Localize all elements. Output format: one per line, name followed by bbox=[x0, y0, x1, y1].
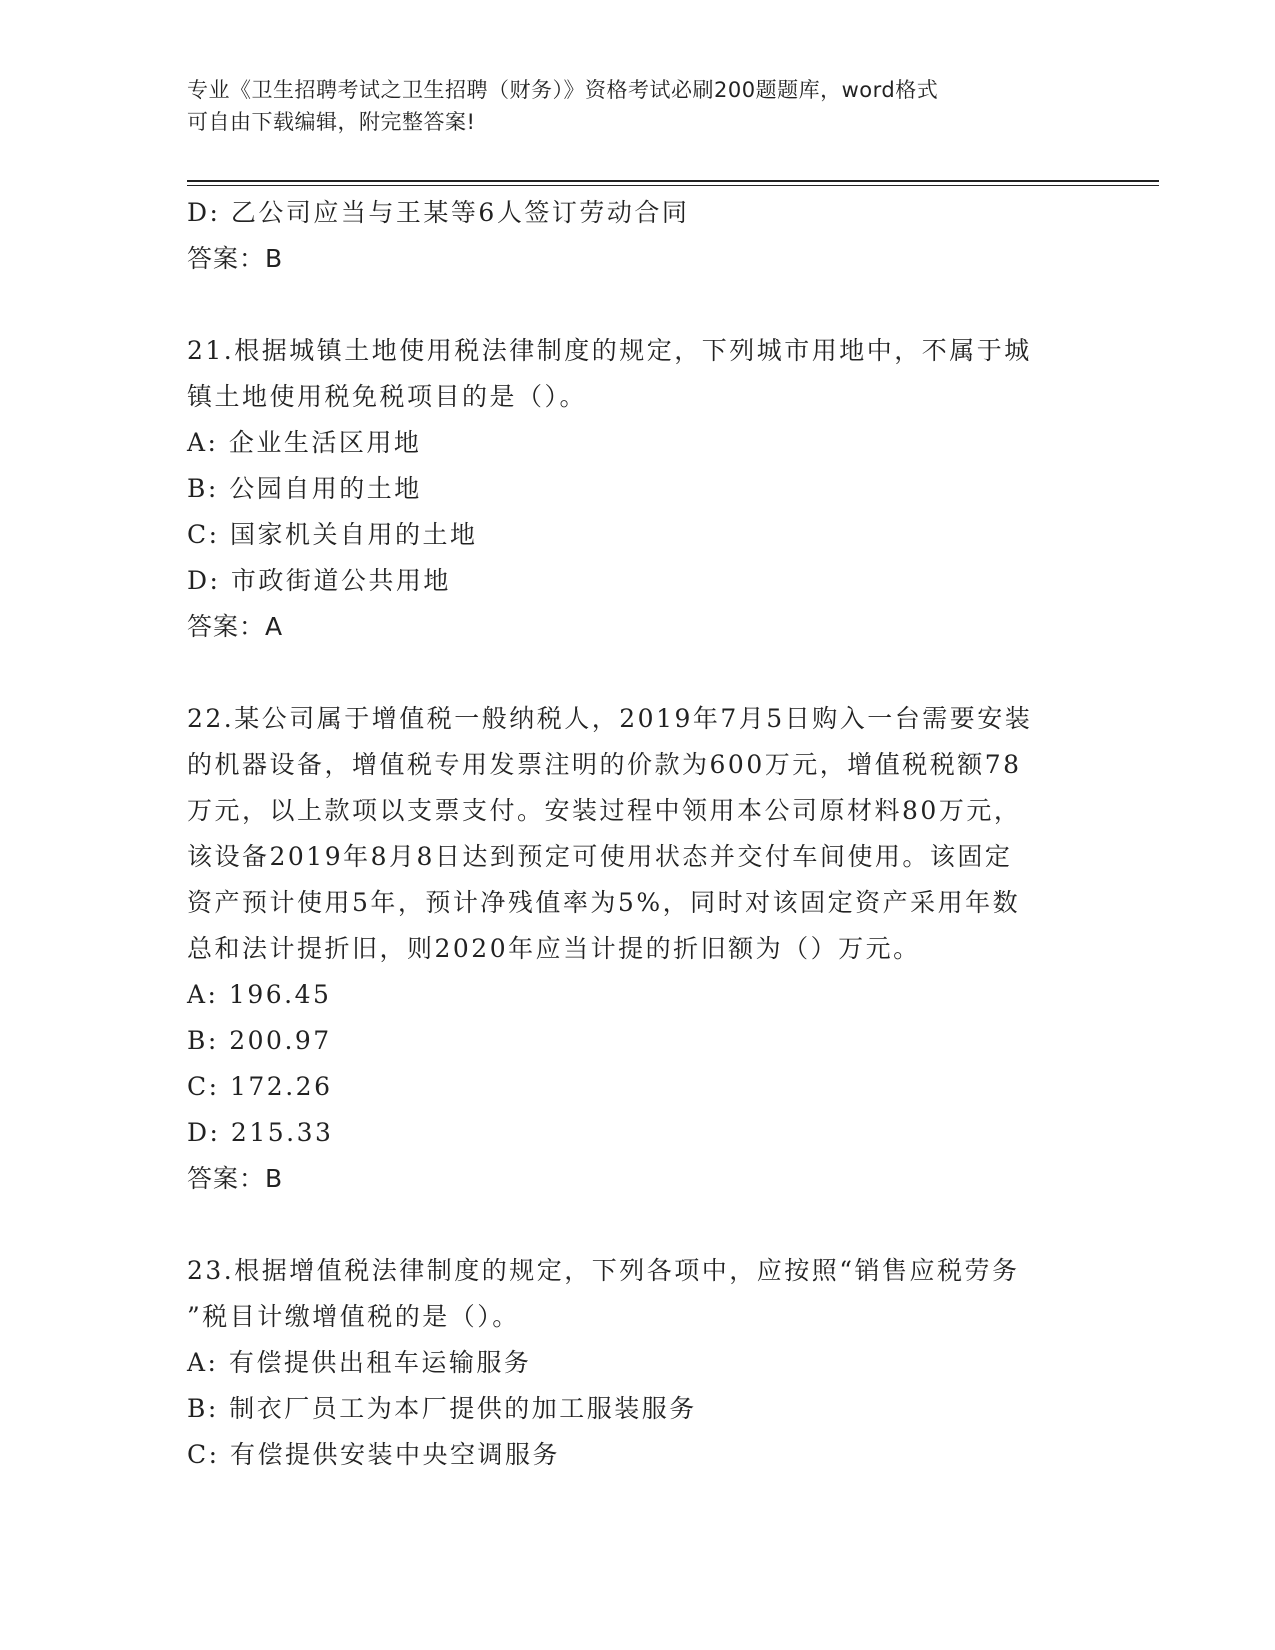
q21-stem-line-1: 21.根据城镇土地使用税法律制度的规定，下列城市用地中，不属于城 bbox=[187, 336, 1032, 365]
q22-option-d: D: 215.33 bbox=[187, 1118, 334, 1147]
prev-answer: 答案：B bbox=[187, 244, 284, 273]
prev-option-d: D: 乙公司应当与王某等6人签订劳动合同 bbox=[187, 198, 690, 227]
q22-stem-line-4: 该设备2019年8月8日达到预定可使用状态并交付车间使用。该固定 bbox=[187, 842, 1013, 871]
q22-option-a: A: 196.45 bbox=[187, 980, 332, 1009]
q22-option-b: B: 200.97 bbox=[187, 1026, 332, 1055]
q23-option-c: C: 有偿提供安装中央空调服务 bbox=[187, 1440, 560, 1469]
q23-option-a: A: 有偿提供出租车运输服务 bbox=[187, 1348, 532, 1377]
question-23 bbox=[187, 1248, 1087, 1478]
q21-option-b: B: 公园自用的土地 bbox=[187, 474, 422, 503]
header-line-1: 专业《卫生招聘考试之卫生招聘（财务）》资格考试必刷200题题库，word格式 bbox=[187, 78, 939, 102]
q23-option-b: B: 制衣厂员工为本厂提供的加工服装服务 bbox=[187, 1394, 697, 1423]
document-body bbox=[187, 190, 1087, 1478]
header-line-2: 可自由下载编辑，附完整答案! bbox=[187, 110, 476, 134]
q23-stem-line-2: ”税目计缴增值税的是（）。 bbox=[187, 1302, 520, 1331]
q21-option-a: A: 企业生活区用地 bbox=[187, 428, 422, 457]
q22-stem-line-3: 万元，以上款项以支票支付。安装过程中领用本公司原材料80万元， bbox=[187, 796, 1022, 825]
q22-option-c: C: 172.26 bbox=[187, 1072, 333, 1101]
header-divider-thin bbox=[187, 185, 1159, 186]
q22-stem-line-1: 22.某公司属于增值税一般纳税人，2019年7月5日购入一台需要安装 bbox=[187, 704, 1033, 733]
header-divider-thick bbox=[187, 180, 1159, 182]
question-22 bbox=[187, 696, 1087, 1202]
q23-stem-line-1: 23.根据增值税法律制度的规定，下列各项中，应按照“销售应税劳务 bbox=[187, 1256, 1020, 1285]
question-21 bbox=[187, 328, 1087, 650]
q22-stem-line-6: 总和法计提折旧，则2020年应当计提的折旧额为（）万元。 bbox=[187, 934, 921, 963]
document-header bbox=[187, 74, 1087, 138]
q22-answer: 答案：B bbox=[187, 1164, 284, 1193]
q21-answer: 答案：A bbox=[187, 612, 284, 641]
q21-option-c: C: 国家机关自用的土地 bbox=[187, 520, 478, 549]
q21-stem-line-2: 镇土地使用税免税项目的是（）。 bbox=[187, 382, 588, 411]
q22-stem-line-2: 的机器设备，增值税专用发票注明的价款为600万元，增值税税额78 bbox=[187, 750, 1022, 779]
q22-stem-line-5: 资产预计使用5年，预计净残值率为5%，同时对该固定资产采用年数 bbox=[187, 888, 1021, 917]
q21-option-d: D: 市政街道公共用地 bbox=[187, 566, 451, 595]
